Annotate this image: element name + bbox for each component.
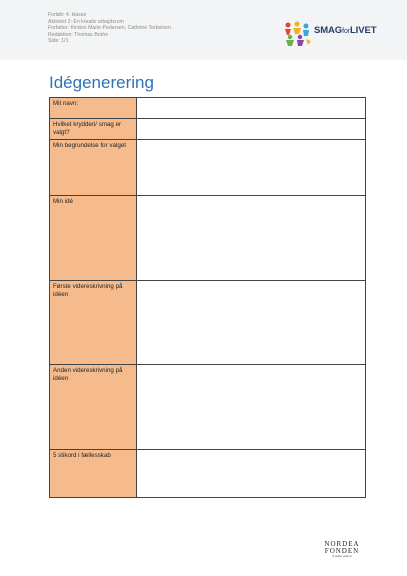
meta-line: Side: 1/1	[48, 38, 69, 45]
smag-for-livet-logo	[282, 21, 382, 47]
form-label: Første videreskrivning på idéen	[50, 281, 137, 364]
people-logo-icon	[282, 21, 312, 47]
form-row-idea	[50, 195, 365, 280]
document-meta	[48, 12, 171, 45]
meta-line: Redaktion: Thomas Brahe	[48, 31, 109, 38]
form-label: Min idé	[50, 196, 137, 280]
logo-text-end: LIVET	[349, 25, 377, 36]
form-label: Anden videreskrivning på idéen	[50, 365, 137, 449]
keywords-field[interactable]	[137, 450, 365, 497]
nordea-tagline: Vi støtter gode liv	[332, 555, 352, 558]
idea-form-table	[49, 97, 366, 498]
meta-line: Forfatter: Kirsten Marie Pedersen, Cathrine Terkelsen	[48, 25, 171, 32]
form-row-first-rewrite	[50, 280, 365, 364]
nordea-logo-line1: NORDEA	[324, 540, 360, 548]
reason-field[interactable]	[137, 140, 365, 195]
form-row-name	[50, 98, 365, 118]
form-label: Min begrundelse for valget	[50, 140, 137, 195]
form-label: Hvilket krydderi/ smag er valgt?	[50, 119, 137, 139]
form-label: 5 stikord i fællesskab	[50, 450, 137, 497]
second-rewrite-field[interactable]	[137, 365, 365, 449]
form-label: Mit navn:	[50, 98, 137, 118]
nordea-fonden-logo	[320, 541, 364, 559]
form-row-spice	[50, 118, 365, 139]
idea-field[interactable]	[137, 196, 365, 280]
form-row-reason	[50, 139, 365, 195]
meta-line: Forløb: 4. klasse	[48, 12, 87, 18]
name-field[interactable]	[137, 98, 365, 118]
logo-text-small: for	[342, 28, 350, 35]
nordea-logo-line2: FONDEN	[324, 547, 360, 555]
page-title: Idégenerering	[49, 73, 154, 92]
logo-wordmark	[314, 25, 376, 36]
form-row-keywords	[50, 449, 365, 497]
first-rewrite-field[interactable]	[137, 281, 365, 364]
spice-field[interactable]	[137, 119, 365, 139]
form-row-second-rewrite	[50, 364, 365, 449]
meta-line: Aktivitet 2: En kreativ arbejdsrum	[48, 18, 124, 25]
logo-text-main: SMAG	[314, 25, 343, 36]
